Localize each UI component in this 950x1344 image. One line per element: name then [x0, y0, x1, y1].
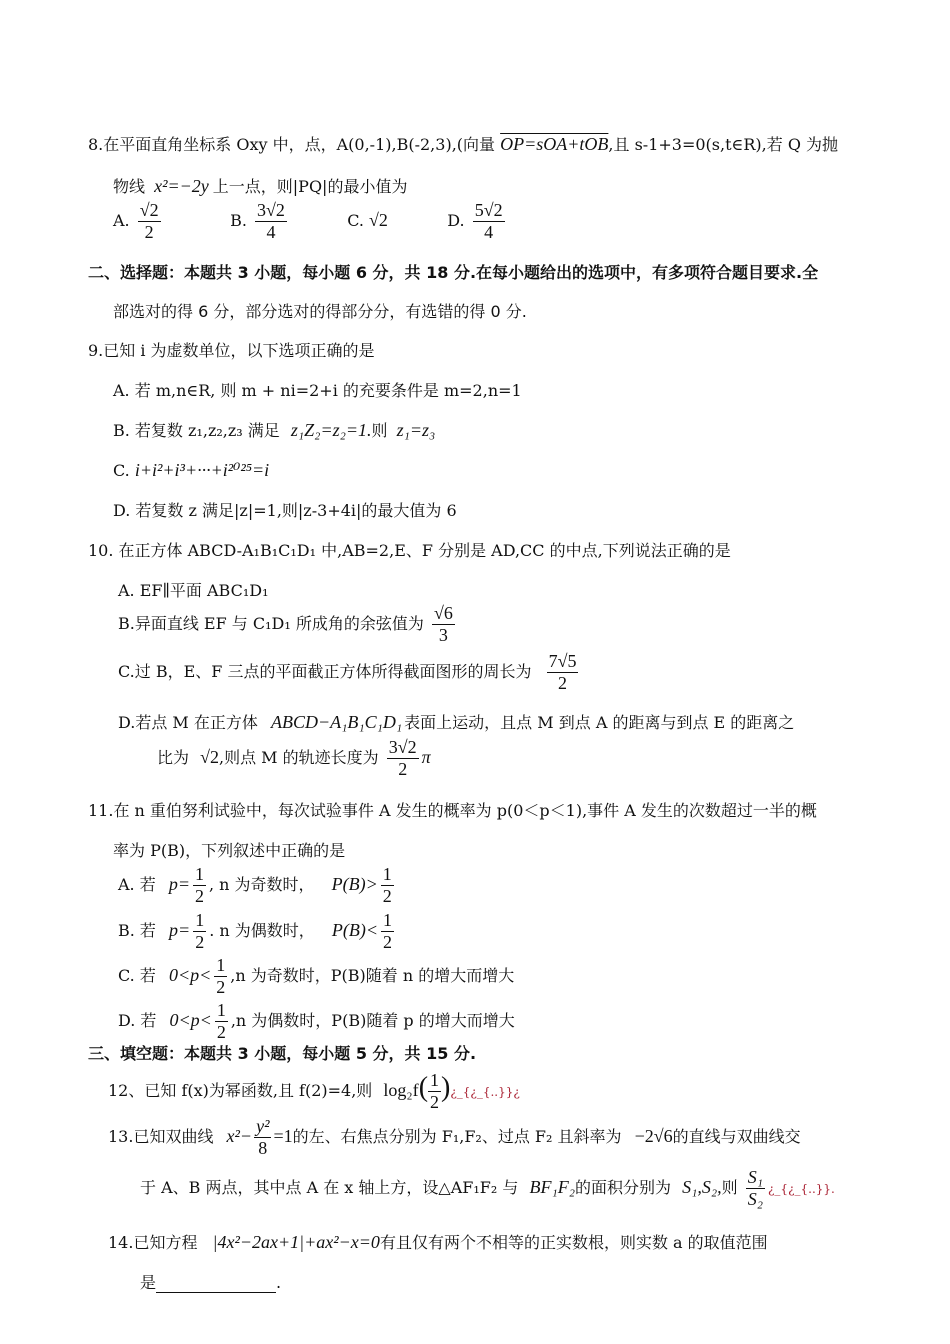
- q10-b-den: 3: [438, 625, 448, 645]
- q11-b-head: B. 若: [118, 921, 156, 940]
- q13-frac-num: y²: [256, 1116, 270, 1136]
- q13-areas: S₁,S₂,: [682, 1177, 722, 1197]
- q11-c-head: C. 若: [118, 966, 156, 985]
- q9-b-expr1: z₁Z₂=z₂=1.: [290, 420, 372, 440]
- q10-d-text1: D.若点 M 在正方体: [118, 713, 258, 732]
- q10-option-d-line2: [157, 736, 431, 780]
- q14-head: 14.已知方程: [108, 1233, 198, 1252]
- q9-c-expr: i+i²+i³+···+i²⁰²⁵=i: [134, 460, 270, 480]
- q9-stem: 9.已知 i 为虚数单位，以下选项正确的是: [88, 341, 375, 360]
- q12-num: 1: [430, 1070, 440, 1090]
- q8-option-a[interactable]: [113, 200, 225, 243]
- q10-c-text: C.过 B，E、F 三点的平面截正方体所得截面图形的周长为: [118, 662, 532, 681]
- q11-option-c[interactable]: [118, 954, 514, 998]
- q8-vector-expr: OP=sOA+tOB: [500, 134, 609, 154]
- q11-b-num: 1: [195, 910, 205, 930]
- q13-line2: [140, 1164, 835, 1212]
- q13-text1: 的左、右焦点分别为 F₁,F₂、过点 F₂ 且斜率为: [292, 1127, 622, 1146]
- q10-option-c[interactable]: [118, 651, 581, 694]
- q13-expr-a: x²−: [226, 1126, 253, 1146]
- q8-parabola-expr: x²=−2y: [154, 176, 209, 196]
- q8-options: [113, 199, 508, 243]
- q11-b-den2: 2: [382, 932, 392, 952]
- q14-end: .: [276, 1273, 282, 1292]
- section3-heading: 三、填空题：本题共 3 小题，每小题 5 分，共 15 分.: [88, 1044, 477, 1063]
- q14-line2-text: 是: [140, 1273, 157, 1292]
- q13-slope: −2√6: [634, 1126, 673, 1146]
- q8-option-d[interactable]: [447, 200, 507, 243]
- q10-d2-num: 3√2: [388, 737, 417, 757]
- section2-heading: 二、选择题：本题共 3 小题，每小题 6 分，共 18 分.在每小题给出的选项中，有多项符合题目要求.全: [88, 263, 819, 282]
- q13-triangle-expr: BF₁F₂: [529, 1177, 575, 1197]
- q8-c-val: √2: [369, 210, 388, 230]
- q12-text: 12、已知 f(x)为幂函数,且 f(2)=4,则: [108, 1081, 373, 1100]
- q13-line2-c: 则: [721, 1178, 738, 1197]
- q8-line1: [88, 134, 838, 155]
- q9-c-label: C.: [113, 461, 130, 480]
- q12-paren-close: ): [441, 1072, 451, 1103]
- q11-d-tail: ,n 为偶数时，P(B)随着 p 的增大而增大: [230, 1011, 515, 1030]
- q13-line2-a: 于 A、B 两点，其中点 A 在 x 轴上方，设△AF₁F₂ 与: [140, 1178, 519, 1197]
- q11-c-expr: 0<p<: [168, 965, 212, 985]
- q11-option-a[interactable]: [118, 863, 397, 907]
- q8-a-den: 2: [144, 222, 154, 242]
- q14-tail: 有且仅有两个不相等的正实数根，则实数 a 的取值范围: [379, 1233, 768, 1252]
- q11-d-expr: 0<p<: [169, 1010, 212, 1030]
- q8-b-den: 4: [266, 222, 276, 242]
- q13-expr-b: =1: [273, 1126, 293, 1146]
- q10-d2-den: 2: [398, 759, 408, 779]
- q8-line2: [113, 176, 407, 197]
- q11-stem-line1: 11.在 n 重伯努利试验中，每次试验事件 A 发生的概率为 p(0＜p＜1),事件 A 发生的次数超过一半的概: [88, 801, 817, 820]
- q12-paren-open: (: [418, 1072, 429, 1103]
- q12-log-expr: log₂f: [383, 1080, 419, 1100]
- q13-head: 13.已知双曲线: [108, 1127, 214, 1146]
- q11-option-d[interactable]: [118, 999, 515, 1043]
- q11-a-mid: , n 为奇数时，: [208, 875, 315, 894]
- q8-d-label: D.: [447, 211, 465, 230]
- q9-b-mid: 则: [371, 421, 388, 440]
- q11-a-den2: 2: [382, 886, 392, 906]
- q8-a-num: √2: [139, 200, 159, 220]
- q13-line1: [108, 1113, 801, 1160]
- q11-b-pb: P(B)<: [331, 920, 378, 940]
- q11-b-num2: 1: [382, 910, 392, 930]
- q13-text2: 的直线与双曲线交: [672, 1127, 801, 1146]
- q11-b-expr: p=: [169, 920, 191, 940]
- q12-garbled-answer: ¿_{¿_{..}}¿: [450, 1085, 520, 1099]
- q11-b-mid: . n 为偶数时，: [209, 921, 315, 940]
- q14-line1: [108, 1232, 768, 1253]
- q10-option-a[interactable]: A. EF∥平面 ABC₁D₁: [118, 581, 269, 600]
- q9-option-c[interactable]: [113, 460, 269, 481]
- q8-line2-tail: 上一点，则|PQ|的最小值为: [212, 177, 408, 196]
- q10-d-text2: 表面上运动，且点 M 到点 A 的距离与到点 E 的距离之: [404, 713, 795, 732]
- q11-c-den: 2: [216, 977, 226, 997]
- q10-d2-text2: ,则点 M 的轨迹长度为: [219, 748, 379, 767]
- q13-ratio-den: S₂: [747, 1189, 763, 1209]
- q9-b-head: B. 若复数 z₁,z₂,z₃ 满足: [113, 421, 280, 440]
- q8-a-label: A.: [113, 211, 130, 230]
- q9-b-expr2: z₁=z₃: [396, 420, 436, 440]
- section2-heading-line2: 部选对的得 6 分，部分选对的得部分分，有选错的得 0 分.: [113, 302, 527, 321]
- q8-option-b[interactable]: [230, 200, 342, 243]
- q8-line2-head: 物线: [113, 177, 146, 196]
- q11-a-pb: P(B)>: [331, 874, 378, 894]
- q10-d2-text1: 比为: [157, 748, 190, 767]
- q11-d-den: 2: [216, 1022, 226, 1042]
- q9-option-a[interactable]: A. 若 m,n∈R, 则 m + ni=2+i 的充要条件是 m=2,n=1: [113, 381, 522, 400]
- q10-d-expr: ABCD−A₁B₁C₁D₁: [271, 712, 403, 732]
- q8-b-label: B.: [230, 211, 247, 230]
- q11-c-num: 1: [216, 955, 226, 975]
- q10-d2-sqrt: √2: [200, 747, 219, 767]
- q8-d-den: 4: [484, 222, 494, 242]
- q13-garbled-answer: ¿_{¿_{..}}.: [768, 1182, 835, 1196]
- q14-line2: [140, 1273, 281, 1293]
- q11-a-den: 2: [194, 886, 204, 906]
- q10-c-den: 2: [558, 673, 568, 693]
- q9-option-b[interactable]: [113, 420, 435, 441]
- q8-d-num: 5√2: [474, 200, 503, 220]
- q8-c-label: C.: [347, 211, 364, 230]
- q11-d-num: 1: [216, 1000, 226, 1020]
- q11-a-expr: p=: [168, 874, 190, 894]
- q8-option-c[interactable]: [347, 199, 442, 242]
- q12: [108, 1065, 520, 1115]
- q13-frac-den: 8: [258, 1138, 268, 1158]
- q14-answer-blank[interactable]: [156, 1276, 276, 1293]
- q11-a-num: 1: [194, 864, 204, 884]
- q11-a-head: A. 若: [118, 875, 156, 894]
- q11-stem-line2: 率为 P(B)，下列叙述中正确的是: [113, 841, 346, 860]
- q10-c-num: 7√5: [548, 651, 577, 671]
- q10-b-num: √6: [433, 603, 453, 623]
- q8-b-num: 3√2: [257, 200, 285, 220]
- q11-c-tail: ,n 为奇数时，P(B)随着 n 的增大而增大: [230, 966, 515, 985]
- q11-a-num2: 1: [382, 864, 392, 884]
- q8-text: 8.在平面直角坐标系 Oxy 中，点，A(0,-1),B(-2,3),(向量: [88, 135, 496, 154]
- q14-equation: |4x²−2ax+1|+ax²−x=0: [212, 1232, 380, 1252]
- q13-line2-b: 的面积分别为: [575, 1178, 672, 1197]
- q10-d2-pi: π: [421, 747, 431, 767]
- q11-b-den: 2: [195, 932, 205, 952]
- q11-option-b[interactable]: [118, 909, 397, 953]
- q12-den: 2: [430, 1092, 440, 1112]
- q11-d-head: D. 若: [118, 1011, 157, 1030]
- q10-b-text: B.异面直线 EF 与 C₁D₁ 所成角的余弦值为: [118, 614, 424, 633]
- q10-option-b[interactable]: [118, 603, 458, 646]
- q10-option-d[interactable]: [118, 712, 794, 733]
- q9-option-d[interactable]: D. 若复数 z 满足|z|=1,则|z-3+4i|的最大值为 6: [113, 501, 457, 520]
- q13-ratio-num: S₁: [747, 1167, 763, 1187]
- q10-stem: 10. 在正方体 ABCD-A₁B₁C₁D₁ 中,AB=2,E、F 分别是 AD,CC 的中点,下列说法正确的是: [88, 541, 731, 560]
- q8-tail: ,且 s-1+3=0(s,t∈R),若 Q 为抛: [608, 135, 839, 154]
